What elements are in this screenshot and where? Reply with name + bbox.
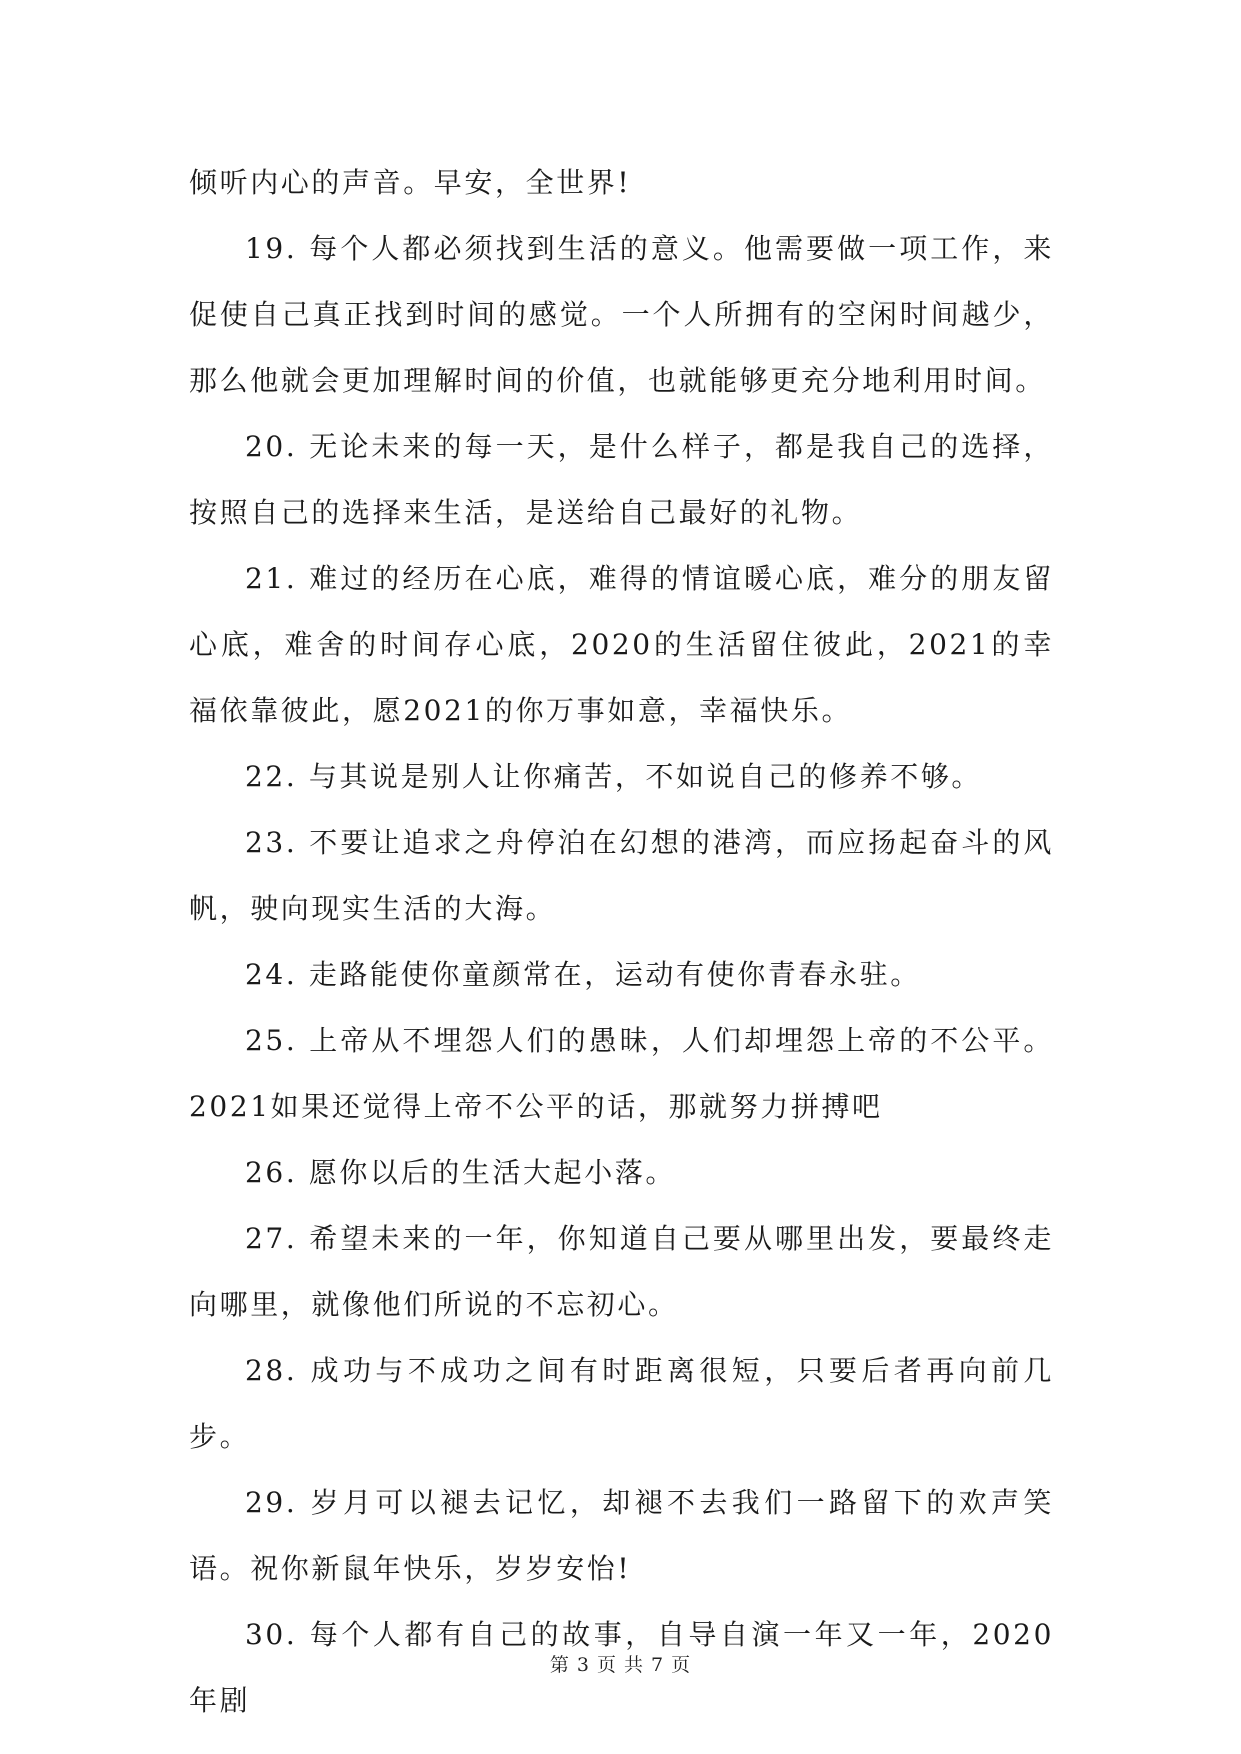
- document-body: [189, 150, 1054, 1734]
- paragraph-item-30: 30. 每个人都有自己的故事，自导自演一年又一年，2020年剧: [189, 1618, 1054, 1717]
- paragraph-item-25: 25. 上帝从不埋怨人们的愚昧，人们却埋怨上帝的不公平。2021如果还觉得上帝不公平的话，那就努力拼搏吧: [189, 1024, 1054, 1123]
- paragraph-item-28: 28. 成功与不成功之间有时距离很短，只要后者再向前几步。: [189, 1354, 1054, 1453]
- paragraph-item-29: 29. 岁月可以褪去记忆，却褪不去我们一路留下的欢声笑语。祝你新鼠年快乐，岁岁安怡!: [189, 1486, 1054, 1585]
- paragraph-item-20: 20. 无论未来的每一天，是什么样子，都是我自己的选择，按照自己的选择来生活，是送给自己最好的礼物。: [189, 430, 1054, 529]
- paragraph-item-23: 23. 不要让追求之舟停泊在幻想的港湾，而应扬起奋斗的风帆，驶向现实生活的大海。: [189, 826, 1054, 925]
- page-number-footer: 第 3 页 共 7 页: [549, 1654, 692, 1676]
- paragraph-item-19: 19. 每个人都必须找到生活的意义。他需要做一项工作，来促使自己真正找到时间的感觉。一个人所拥有的空闲时间越少，那么他就会更加理解时间的价值，也就能够更充分地利用时间。: [189, 232, 1054, 397]
- paragraph-item-21: 21. 难过的经历在心底，难得的情谊暖心底，难分的朋友留心底，难舍的时间存心底，2020的生活留住彼此，2021的幸福依靠彼此，愿2021的你万事如意，幸福快乐。: [189, 562, 1054, 727]
- paragraph-item-27: 27. 希望未来的一年，你知道自己要从哪里出发，要最终走向哪里，就像他们所说的不忘初心。: [189, 1222, 1054, 1321]
- paragraph-item-22: 22. 与其说是别人让你痛苦，不如说自己的修养不够。: [245, 760, 983, 793]
- paragraph-item-24: 24. 走路能使你童颜常在，运动有使你青春永驻。: [245, 958, 921, 991]
- paragraph-item-26: 26. 愿你以后的生活大起小落。: [245, 1156, 677, 1189]
- paragraph-continuation: 倾听内心的声音。早安，全世界!: [189, 166, 632, 199]
